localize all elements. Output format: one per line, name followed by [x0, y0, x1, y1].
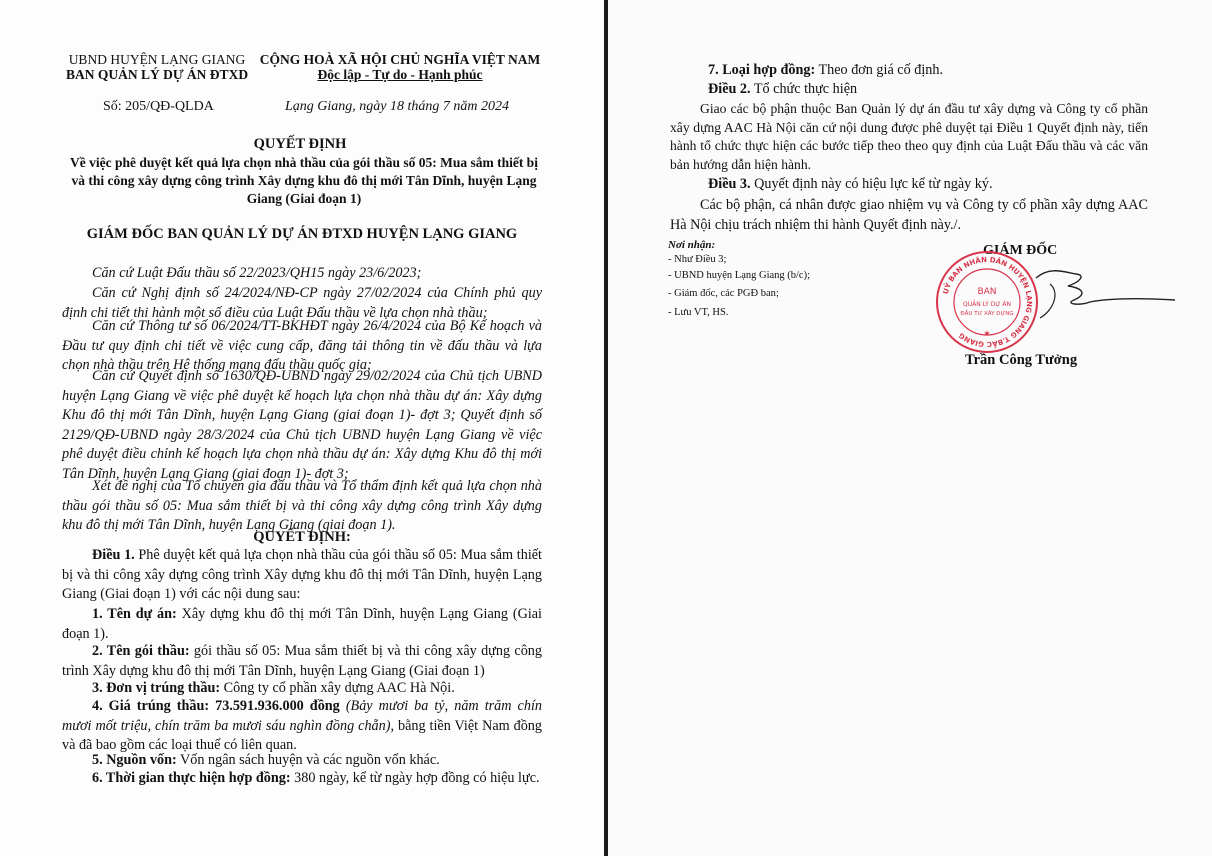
- seal-inner-1: BAN: [977, 287, 997, 297]
- article-1: [62, 546, 542, 605]
- recipient: - Như Điều 3;: [668, 254, 727, 265]
- official-seal-icon: [935, 250, 1039, 354]
- article-2-body: Giao các bộ phận thuộc Ban Quản lý dự án đầu tư xây dựng và Công ty cổ phần xây dựng AAC Hà Nội căn cứ nội dung được phê duyệt tại Điều 1 Quyết định này, tiến hành tổ chức thực hiện các bước tiếp theo theo quy định của Luật Đấu thầu và các văn bản hướng dẫn hiện hành.: [670, 101, 1148, 172]
- item-text: 380 ngày, kể từ ngày hợp đồng có hiệu lực.: [290, 770, 540, 786]
- item-label: 5. Nguồn vốn:: [92, 752, 177, 768]
- issuer-parent: UBND HUYỆN LẠNG GIANG: [68, 52, 246, 67]
- item-label: 4. Giá trúng thầu: 73.591.936.000 đồng: [92, 698, 340, 714]
- item-label: 2. Tên gói thầu:: [92, 643, 190, 659]
- document-subject: Về việc phê duyệt kết quả lựa chọn nhà thầu của gói thầu số 05: Mua sắm thiết bị và thi công xây dựng công trình Xây dựng khu đô thị mới Tân Dĩnh, huyện Lạng Giang (Giai đoạn 1): [70, 155, 538, 206]
- decision-heading: QUYẾT ĐỊNH:: [253, 529, 351, 545]
- signer-name: Trần Công Tưởng: [965, 352, 1078, 368]
- basis-4: Căn cứ Quyết định số 1630/QĐ-UBND ngày 29/02/2024 của Chủ tịch UBND huyện Lạng Giang về việc phê duyệt kế hoạch lựa chọn nhà thầu dự án: Xây dựng Khu đô thị mới Tân Dĩnh, huyện Lạng Giang (giai đoạn 1)- đợt 3; Quyết định số 2129/QĐ-UBND ngày 28/3/2024 của Chủ tịch UBND huyện Lạng Giang về việc phê duyệt điều chỉnh kế hoạch lựa chọn nhà thầu dự án: Xây dựng Khu đô thị mới Tân Dĩnh, huyện Lạng Giang (giai đoạn 1)- đợt 3;: [62, 368, 542, 482]
- issuer-name: BAN QUẢN LÝ DỰ ÁN ĐTXD: [65, 67, 249, 82]
- basis-1: Căn cứ Luật Đấu thầu số 22/2023/QH15 ngày 23/6/2023;: [92, 265, 422, 281]
- item-1: [62, 605, 542, 644]
- item-3: [62, 679, 542, 699]
- article-3-text: Quyết định này có hiệu lực kể từ ngày ký.: [750, 176, 993, 192]
- national-motto: Độc lập - Tự do - Hạnh phúc: [317, 67, 483, 82]
- item-7: [678, 61, 1148, 81]
- seal-inner-3: ĐẦU TƯ XÂY DỰNG: [960, 311, 1014, 317]
- recipient: - UBND huyện Lạng Giang (b/c);: [668, 270, 811, 281]
- article-3: [678, 175, 1148, 195]
- national-title: CỘNG HOÀ XÃ HỘI CHỦ NGHĨA VIỆT NAM: [259, 52, 541, 67]
- item-italic: (Bảy mươi ba tỷ, năm trăm chín mươi mốt triệu, chín trăm ba mươi sáu nghìn đồng chẵn): [62, 698, 542, 734]
- basis-2: Căn cứ Nghị định số 24/2024/NĐ-CP ngày 27/02/2024 của Chính phủ quy định chi tiết thi hành một số điều của Luật Đấu thầu về lựa chọn nhà thầu;: [62, 285, 542, 321]
- item-4: [62, 697, 542, 756]
- item-text: Vốn ngân sách huyện và các nguồn vốn khác.: [176, 752, 440, 768]
- article-1-label: Điều 1.: [92, 547, 135, 563]
- document-page-2: [608, 0, 1212, 856]
- signature-icon: [1030, 262, 1180, 342]
- article-1-text: Phê duyệt kết quả lựa chọn nhà thầu của gói thầu số 05: Mua sắm thiết bị và thi công xây dựng công trình Xây dựng khu đô thị mới Tân Dĩnh, huyện Lạng Giang (Giai đoạn 1) với các nội dung sau:: [62, 547, 542, 603]
- basis-5: Xét đề nghị của Tổ chuyên gia đấu thầu và Tổ thẩm định kết quả lựa chọn nhà thầu gói thầu số 05: Mua sắm thiết bị và thi công xây dựng công trình Xây dựng khu đô thị mới Tân Dĩnh, huyện Lạng Giang (giai đoạn 1).: [62, 478, 542, 534]
- place-date: Lạng Giang, ngày 18 tháng 7 năm 2024: [285, 99, 509, 114]
- item-label: 1. Tên dự án:: [92, 606, 177, 622]
- seal-star-icon: ★: [983, 329, 991, 338]
- item-2: [62, 642, 542, 681]
- recipients-title: Nơi nhận:: [668, 239, 716, 251]
- issuing-authority: GIÁM ĐỐC BAN QUẢN LÝ DỰ ÁN ĐTXD HUYỆN LẠNG GIANG: [86, 226, 518, 242]
- article-2-label: Điều 2.: [708, 81, 751, 97]
- article-3-label: Điều 3.: [708, 176, 751, 192]
- item-text: , bằng tiền Việt Nam đồng và đã bao gồm các loại thuế có liên quan.: [62, 717, 542, 754]
- item-5: [62, 751, 542, 771]
- closing-statement: Các bộ phận, cá nhân được giao nhiệm vụ và Công ty cổ phần xây dựng AAC Hà Nội chịu trách nhiệm thi hành Quyết định này./.: [670, 197, 1148, 233]
- item-text: Xây dựng khu đô thị mới Tân Dĩnh, huyện Lạng Giang (Giai đoạn 1).: [62, 606, 543, 642]
- item-6: [62, 769, 542, 789]
- item-label: 6. Thời gian thực hiện hợp đồng:: [92, 770, 291, 786]
- item-text: Công ty cổ phần xây dựng AAC Hà Nội.: [220, 680, 455, 696]
- recipient: - Lưu VT, HS.: [668, 307, 729, 318]
- signer-title: GIÁM ĐỐC: [983, 243, 1058, 258]
- seal-outer-text: UỶ BAN NHÂN DÂN HUYỆN LẠNG GIANG T.BẮC GIANG: [941, 255, 1034, 349]
- recipient: - Giám đốc, các PGĐ ban;: [668, 288, 779, 299]
- item-label: 7. Loại hợp đồng:: [708, 62, 816, 78]
- document-number: Số: 205/QĐ-QLDA: [103, 99, 214, 114]
- article-2: [678, 80, 1148, 100]
- seal-inner-2: QUẢN LÝ DỰ ÁN: [963, 301, 1011, 308]
- item-label: 3. Đơn vị trúng thầu:: [92, 680, 221, 696]
- document-page-1: [0, 0, 604, 856]
- article-2-text: Tổ chức thực hiện: [750, 81, 858, 97]
- basis-3: Căn cứ Thông tư số 06/2024/TT-BKHĐT ngày 26/4/2024 của Bộ Kế hoạch và Đầu tư quy định chi tiết về việc cung cấp, đăng tải thông tin về đấu thầu và lựa chọn nhà thầu trên Hệ thống mạng đấu thầu quốc gia;: [62, 318, 542, 374]
- document-type: QUYẾT ĐỊNH: [253, 136, 347, 152]
- item-text: Theo đơn giá cố định.: [815, 62, 944, 78]
- item-text: gói thầu số 05: Mua sắm thiết bị và thi công xây dựng công trình Xây dựng khu đô thị mới Tân Dĩnh, huyện Lạng Giang (Giai đoạn 1): [62, 643, 542, 679]
